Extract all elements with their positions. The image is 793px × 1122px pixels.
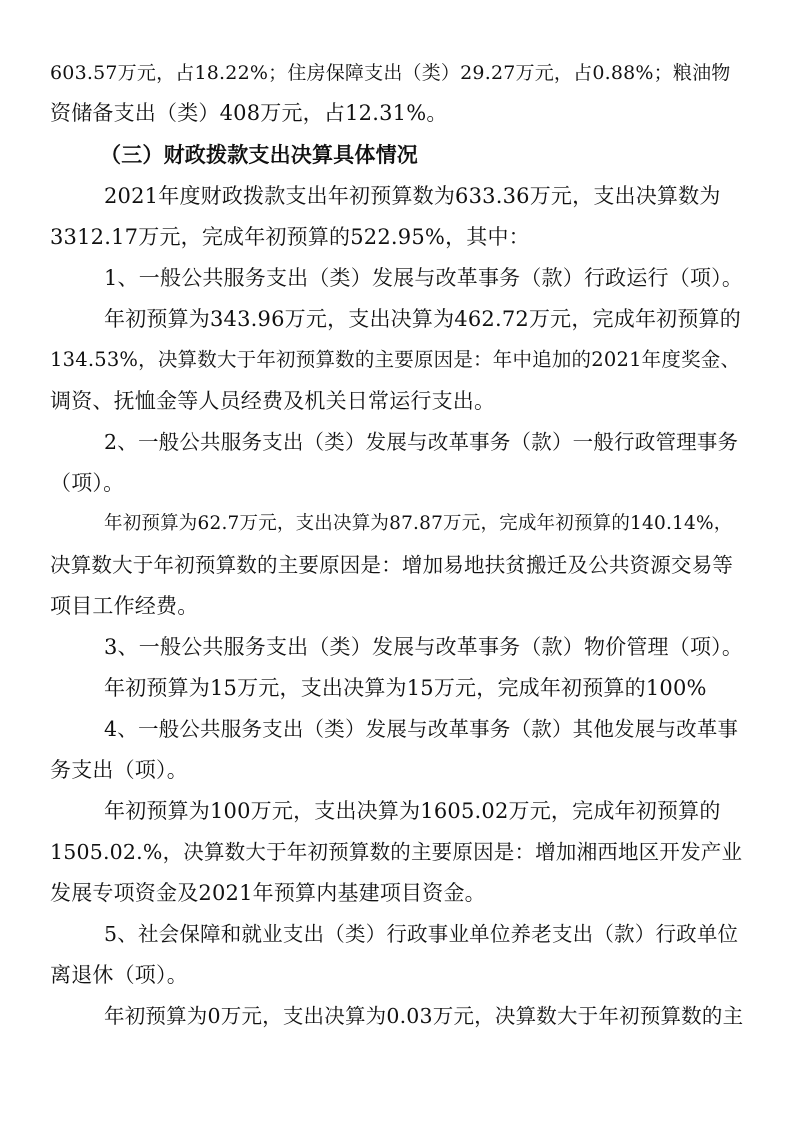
paragraph-line: 决算数大于年初预算数的主要原因是：增加易地扶贫搬迁及公共资源交易等 bbox=[50, 553, 734, 577]
item-heading: 2、一般公共服务支出（类）发展与改革事务（款）一般行政管理事务 bbox=[104, 430, 739, 454]
paragraph-line: 603.57万元，占18.22%；住房保障支出（类）29.27万元，占0.88%；粮油物 bbox=[50, 62, 731, 84]
paragraph-line: 年初预算为15万元，支出决算为15万元，完成年初预算的100% bbox=[104, 676, 707, 700]
section-heading: （三）财政拨款支出决算具体情况 bbox=[100, 142, 418, 167]
paragraph-line: 年初预算为0万元，支出决算为0.03万元，决算数大于年初预算数的主 bbox=[104, 1004, 744, 1028]
paragraph-line: 离退休（项）。 bbox=[50, 963, 188, 987]
paragraph-line: 134.53%，决算数大于年初预算数的主要原因是：年中追加的2021年度奖金、 bbox=[50, 348, 741, 371]
paragraph-line: 项目工作经费。 bbox=[50, 594, 199, 618]
paragraph-line: 发展专项资金及2021年预算内基建项目资金。 bbox=[50, 881, 486, 905]
paragraph-line: 3312.17万元，完成年初预算的522.95%，其中： bbox=[50, 225, 530, 249]
paragraph-line: （项）。 bbox=[50, 471, 125, 495]
paragraph-line: 务支出（项）。 bbox=[50, 758, 188, 782]
paragraph-line: 年初预算为62.7万元，支出决算为87.87万元，完成年初预算的140.14%， bbox=[104, 513, 733, 534]
paragraph-line: 2021年度财政拨款支出年初预算数为633.36万元，支出决算数为 bbox=[104, 184, 721, 208]
paragraph-line: 年初预算为343.96万元，支出决算为462.72万元，完成年初预算的 bbox=[104, 307, 741, 331]
item-heading: 1、一般公共服务支出（类）发展与改革事务（款）行政运行（项）。 bbox=[104, 266, 744, 290]
paragraph-line: 资储备支出（类）408万元，占12.31%。 bbox=[50, 101, 448, 125]
paragraph-line: 1505.02.%，决算数大于年初预算数的主要原因是：增加湘西地区开发产业 bbox=[50, 840, 743, 864]
item-heading: 5、社会保障和就业支出（类）行政事业单位养老支出（款）行政单位 bbox=[104, 922, 739, 946]
item-heading: 4、一般公共服务支出（类）发展与改革事务（款）其他发展与改革事 bbox=[104, 717, 739, 741]
item-heading: 3、一般公共服务支出（类）发展与改革事务（款）物价管理（项）。 bbox=[104, 635, 744, 659]
paragraph-line: 调资、抚恤金等人员经费及机关日常运行支出。 bbox=[50, 389, 496, 413]
paragraph-line: 年初预算为100万元，支出决算为1605.02万元，完成年初预算的 bbox=[104, 799, 721, 823]
